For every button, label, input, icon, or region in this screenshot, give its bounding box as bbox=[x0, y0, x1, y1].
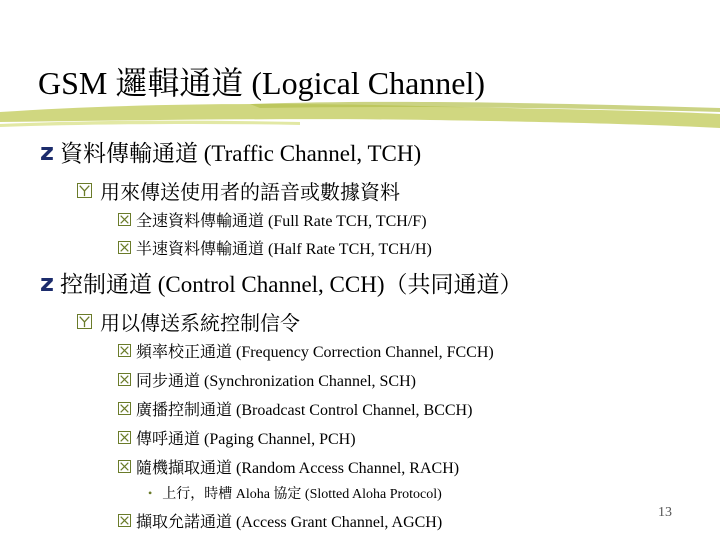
traffic-heading-text: 資料傳輸通道 (Traffic Channel, TCH) bbox=[59, 141, 422, 166]
control-item-sch bbox=[118, 368, 416, 391]
control-item-pch bbox=[118, 426, 356, 449]
traffic-sub-item bbox=[77, 176, 400, 205]
traffic-item-1 bbox=[118, 208, 427, 231]
slide-title: GSM 邏輯通道 (Logical Channel) bbox=[38, 65, 486, 101]
x-checkbox-bullet-icon bbox=[118, 431, 131, 444]
control-item-text: 頻率校正通道 (Frequency Correction Channel, FCCH) bbox=[136, 344, 494, 361]
x-checkbox-bullet-icon bbox=[118, 514, 131, 527]
control-item-text: 同步通道 (Synchronization Channel, SCH) bbox=[136, 373, 416, 390]
control-item-text: 廣播控制通道 (Broadcast Control Channel, BCCH) bbox=[136, 402, 473, 419]
control-channel-heading bbox=[40, 266, 523, 299]
y-checkbox-bullet-icon bbox=[77, 314, 92, 329]
traffic-item-2 bbox=[118, 236, 432, 259]
rach-note bbox=[148, 483, 442, 503]
z-bullet-icon: z bbox=[40, 137, 54, 166]
control-heading-text: 控制通道 (Control Channel, CCH)（共同通道） bbox=[59, 272, 523, 297]
traffic-item-text: 全速資料傳輸通道 (Full Rate TCH, TCH/F) bbox=[136, 213, 427, 230]
x-checkbox-bullet-icon bbox=[118, 373, 131, 386]
y-checkbox-bullet-icon bbox=[77, 183, 92, 198]
x-checkbox-bullet-icon bbox=[118, 402, 131, 415]
x-checkbox-bullet-icon bbox=[118, 344, 131, 357]
control-item-agch bbox=[118, 509, 442, 532]
control-item-fcch bbox=[118, 339, 494, 362]
z-bullet-icon: z bbox=[40, 268, 54, 297]
control-item-rach bbox=[118, 455, 459, 478]
traffic-sub-text: 用來傳送使用者的語音或數據資料 bbox=[100, 182, 400, 204]
control-sub-item bbox=[77, 307, 300, 336]
control-item-text: 隨機擷取通道 (Random Access Channel, RACH) bbox=[136, 460, 460, 477]
dot-bullet-icon: • bbox=[148, 485, 153, 500]
traffic-item-text: 半速資料傳輸通道 (Half Rate TCH, TCH/H) bbox=[136, 241, 432, 258]
traffic-channel-heading bbox=[40, 135, 421, 168]
rach-note-text: 上行，時槽 Aloha 協定 (Slotted Aloha Protocol) bbox=[162, 487, 442, 502]
title-underline-brush bbox=[0, 98, 720, 138]
x-checkbox-bullet-icon bbox=[118, 241, 131, 254]
control-sub-text: 用以傳送系統控制信令 bbox=[100, 313, 300, 335]
x-checkbox-bullet-icon bbox=[118, 460, 131, 473]
control-item-text: 傳呼通道 (Paging Channel, PCH) bbox=[136, 431, 356, 448]
control-item-bcch bbox=[118, 397, 472, 420]
x-checkbox-bullet-icon bbox=[118, 213, 131, 226]
control-item-text: 擷取允諾通道 (Access Grant Channel, AGCH) bbox=[136, 514, 443, 531]
page-number: 13 bbox=[658, 505, 672, 520]
